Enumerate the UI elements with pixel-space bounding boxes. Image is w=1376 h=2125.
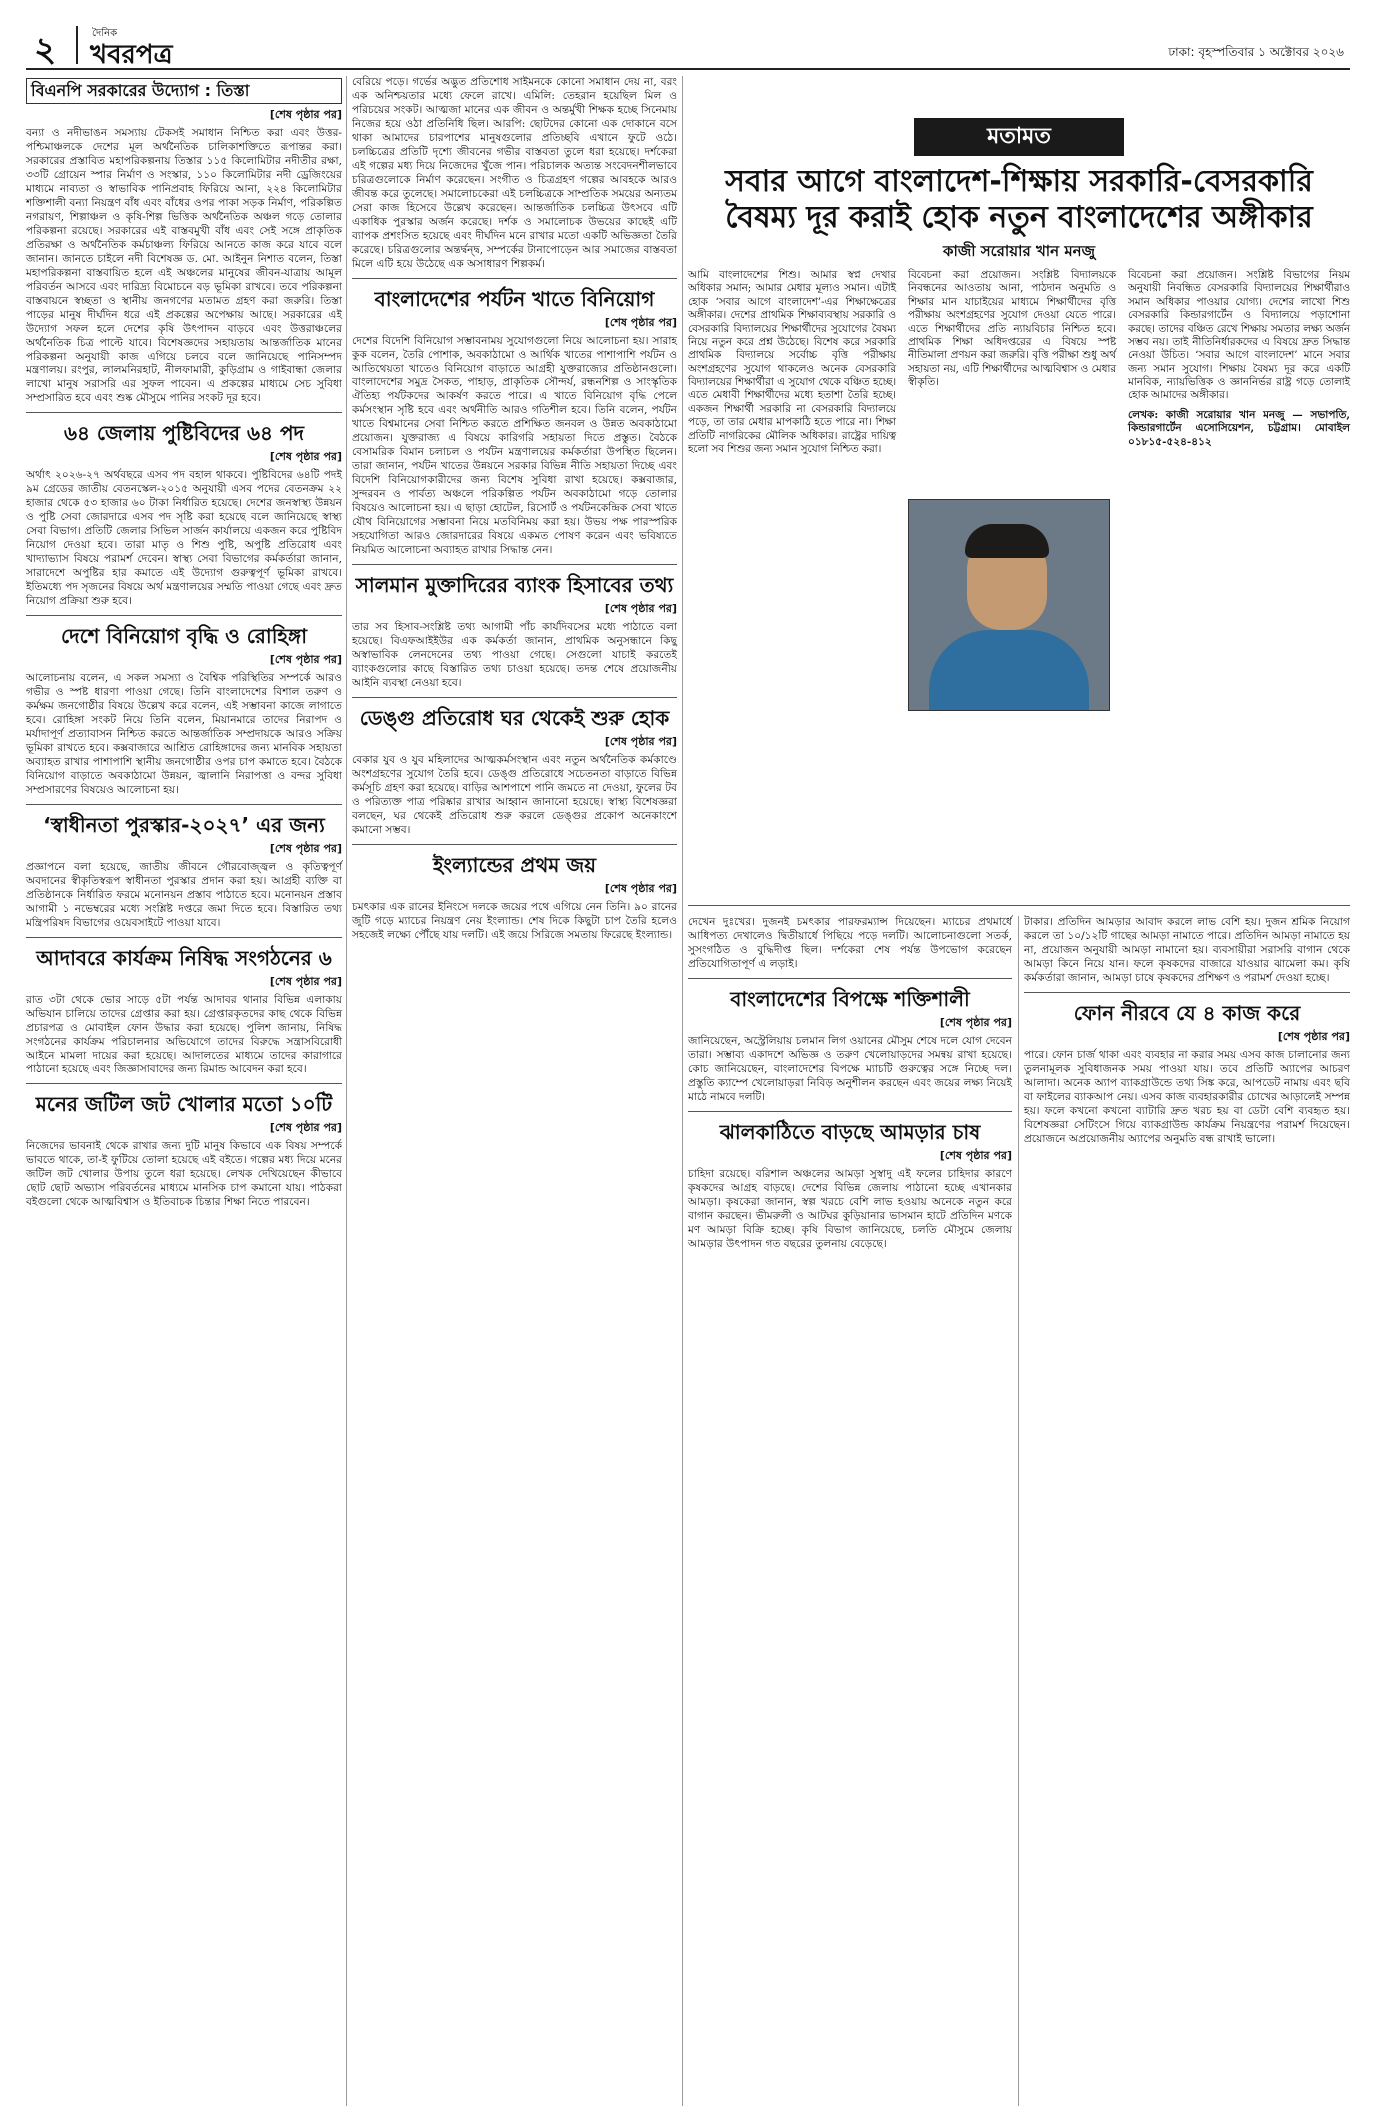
article-headline: সালমান মুক্তাদিরের ব্যাংক হিসাবের তথ্য	[355, 573, 674, 598]
opinion-body	[688, 269, 1350, 1009]
article-body: চমৎকার এক রানের ইনিংসে দলকে জয়ের পথে এগিয়ে নেন তিনি। ৯০ রানের জুটি গড়ে ম্যাচের নিয়ন্ত্রণ নেয় ইংল্যান্ড। শেষ দিকে কিছুটা চাপ তৈরি হলেও সহজেই লক্ষ্যে পৌঁছে যায় দলটি। এই জয়ে সিরিজে সমতায় ফিরেছে ইংল্যান্ড।	[352, 900, 677, 941]
article-investment-rohingya	[26, 624, 342, 805]
opinion-byline: কাজী সরোয়ার খান মনজু	[942, 242, 1096, 260]
opinion-column-3-text: বিবেচনা করা প্রয়োজন। সংশ্লিষ্ট বিভাগের নিয়ম অনুযায়ী নিবন্ধিত বেসরকারি বিদ্যালয়ের শিক্ষার্থীরাও সমান অধিকার পাওয়ার যোগ্য। দেশের লাখো শিশু বেসরকারি কিন্ডারগার্টেন ও বিদ্যালয়ে পড়াশোনা করছে। তাদের বঞ্চিত রেখে শিক্ষায় সমতার লক্ষ্য অর্জন সম্ভব নয়। তাই নীতিনির্ধারকদের এ বিষয়ে দ্রুত সিদ্ধান্ত নেওয়া উচিত। ‘সবার আগে বাংলাদেশ’ মানে সবার জন্য সমান সুযোগ। শিক্ষায় বৈষম্য দূর করে একটি মানবিক, ন্যায়ভিত্তিক ও জ্ঞাননির্ভর রাষ্ট্র গড়ে তোলাই হোক আমাদের অঙ্গীকার।	[1128, 269, 1350, 402]
article-bangladesh-opponent	[688, 987, 1012, 1112]
continued-label: [শেষ পৃষ্ঠার পর]	[1277, 1029, 1350, 1043]
continued-label: [শেষ পৃষ্ঠার পর]	[604, 734, 677, 748]
article-body: তার সব হিসাব-সংশ্লিষ্ট তথ্য আগামী পাঁচ কার্যদিবসের মধ্যে পাঠাতে বলা হয়েছে। বিএফআইইউর এক কর্মকর্তা জানান, প্রাথমিক অনুসন্ধানে কিছু অস্বাভাবিক লেনদেনের তথ্য পাওয়া গেছে। সেগুলো যাচাই করতেই ব্যাংকগুলোর কাছে বিস্তারিত তথ্য চাওয়া হয়েছে। তদন্ত শেষে প্রয়োজনীয় আইনি ব্যবস্থা নেওয়া হবে।	[352, 621, 677, 689]
column-4	[1024, 916, 1350, 1161]
logo-name: খবরপত্র	[90, 40, 173, 70]
article-body: টাকার। প্রতিদিন আমড়ার আবাদ করলে লাভ বেশি হয়। দুজন শ্রমিক নিয়োগ করলে তা ১০/১২টি গাছের আমড়া নামাতে পারে। প্রতিদিন আমড়া নামাতে হয় না, প্রয়োজন অনুযায়ী আমড়া নামানো হয়। ব্যবসায়ীরা সরাসরি বাগান থেকে আমড়া কিনে নিয়ে যান। ফলে কৃষকদের বাজারে যাওয়ার ঝামেলা কম। কৃষি কর্মকর্তারা জানান, আমড়া চাষে কৃষকদের প্রশিক্ষণ ও পরামর্শ দেওয়া হচ্ছে।	[1024, 916, 1350, 984]
article-body: পারে। ফোন চার্জ থাকা এবং ব্যবহার না করার সময় এসব কাজ চালানোর জন্য তুলনামূলক সুবিধাজনক সময় পাওয়া যায়। তবে প্রতিটি অ্যাপের আচরণ আলাদা। অনেক অ্যাপ ব্যাকগ্রাউন্ডে তথ্য সিঙ্ক করে, আপডেট নামায় এবং ছবি বা ফাইলের ব্যাকআপ নেয়। এসব কাজ ব্যবহারকারীর চোখের আড়ালেই সম্পন্ন হয়। ফলে কখনো কখনো ব্যাটারি দ্রুত খরচ হয় বা ডেটা বেশি ব্যবহৃত হয়। বিশেষজ্ঞরা সেটিংসে গিয়ে ব্যাকগ্রাউন্ড কার্যক্রম নিয়ন্ত্রণের পরামর্শ দিয়েছেন। প্রয়োজনে অপ্রয়োজনীয় অ্যাপের অনুমতি বন্ধ রাখাই ভালো।	[1024, 1048, 1350, 1145]
opinion-column-2	[908, 269, 1116, 389]
article-headline: দেশে বিনিয়োগ বৃদ্ধি ও রোহিঙ্গা	[60, 624, 308, 649]
article-headline: মনের জটিল জট খোলার মতো ১০টি	[35, 1092, 333, 1117]
article-headline: ঝালকাঠিতে বাড়ছে আমড়ার চাষ	[719, 1119, 981, 1144]
continued-label: [শেষ পৃষ্ঠার পর]	[269, 1121, 342, 1135]
article-body: আলোচনায় বলেন, এ সকল সমস্যা ও বৈশ্বিক পরিস্থিতির সম্পর্কে আরও গভীর ও স্পষ্ট ধারণা পাওয়া গেছে। তিনি বাংলাদেশের বিশাল তরুণ ও কর্মক্ষম জনগোষ্ঠীর বিষয়ে উল্লেখ করে বলেন, এই সম্ভাবনা কাজে লাগাতে হবে। রোহিঙ্গা সংকট নিয়ে তিনি বলেন, মিয়ানমারে তাদের নিরাপদ ও মর্যাদাপূর্ণ প্রত্যাবাসন নিশ্চিত করতে আন্তর্জাতিক সম্প্রদায়কে আরও সক্রিয় ভূমিকা রাখতে হবে। কক্সবাজারে আশ্রিত রোহিঙ্গাদের জন্য মানবিক সহায়তা অব্যাহত রাখার পাশাপাশি স্থানীয় জনগোষ্ঠীর ওপর চাপ কমাতে হবে। বৈঠকে বিনিয়োগ বাড়াতে অবকাঠামো উন্নয়ন, জ্বালানি নিরাপত্তা ও বন্দর সুবিধা সম্প্রসারণের বিষয়েও আলোচনা হয়।	[26, 672, 342, 796]
article-body: দেখেন দুঃখের। দুজনই চমৎকার পারফরম্যান্স দিয়েছেন। ম্যাচের প্রথমার্ধে আধিপত্য দেখালেও দ্বিতীয়ার্ধে পিছিয়ে পড়ে দলটি। আলোচনাগুলো সতর্ক, সুসংগঠিত ও বুদ্ধিদীপ্ত ছিল। দর্শকেরা শেষ পর্যন্ত উপভোগ করেছেন প্রতিযোগিতাপূর্ণ এ লড়াই।	[688, 916, 1012, 970]
article-body: প্রজ্ঞাপনে বলা হয়েছে, জাতীয় জীবনে গৌরবোজ্জ্বল ও কৃতিত্বপূর্ণ অবদানের স্বীকৃতিস্বরূপ স্বাধীনতা পুরস্কার প্রদান করা হয়। আগ্রহী ব্যক্তি বা প্রতিষ্ঠানকে নির্ধারিত ফরমে মনোনয়ন প্রস্তাব পাঠাতে হবে। মনোনয়ন প্রস্তাব আগামী ১ নভেম্বরের মধ্যে সংশ্লিষ্ট দপ্তরে জমা দিতে হবে। বিস্তারিত তথ্য মন্ত্রিপরিষদ বিভাগের ওয়েবসাইটে পাওয়া যাবে।	[26, 860, 342, 929]
article-tista	[26, 78, 342, 413]
article-mind-knots	[26, 1092, 342, 1216]
article-phone-tasks	[1024, 1001, 1350, 1153]
author-photo-shirt	[929, 630, 1089, 711]
author-photo	[908, 499, 1110, 711]
continued-label: [শেষ পৃষ্ঠার পর]	[604, 881, 677, 895]
article-headline: বাংলাদেশের বিপক্ষে শক্তিশালী	[730, 986, 970, 1011]
article-amra-cultivation	[688, 1120, 1012, 1258]
opinion-headline-line1: সবার আগে বাংলাদেশ-শিক্ষায় সরকারি-বেসরকারি	[725, 164, 1313, 199]
continued-label: [শেষ পৃষ্ঠার পর]	[269, 653, 342, 667]
logo-daily-label: দৈনিক	[92, 28, 118, 39]
continued-label: [শেষ পৃষ্ঠার পর]	[939, 1015, 1012, 1029]
column-1	[26, 76, 342, 1224]
opinion-column-1: আমি বাংলাদেশের শিশু। আমার স্বপ্ন দেখার অধিকার সমান; আমার মেধার মূল্যও সমান। এটাই হোক ‘সবার আগে বাংলাদেশ’-এর শিক্ষাক্ষেত্রের অঙ্গীকার। দেশের প্রাথমিক শিক্ষাব্যবস্থায় সরকারি ও বেসরকারি বিদ্যালয়ের শিক্ষার্থীদের সুযোগের বৈষম্য নিয়ে নতুন করে প্রশ্ন উঠেছে। বিশেষ করে সরকারি প্রাথমিক বিদ্যালয়ে সর্বোচ্চ বৃত্তি পরীক্ষায় অংশগ্রহণের সুযোগ থাকলেও অনেক বেসরকারি বিদ্যালয়ের শিক্ষার্থীরা এ সুযোগ থেকে বঞ্চিত হচ্ছে। এতে মেধাবী শিক্ষার্থীদের মধ্যে হতাশা তৈরি হচ্ছে। একজন শিক্ষার্থী সরকারি না বেসরকারি বিদ্যালয়ে পড়ে, তা তার মেধার মাপকাঠি হতে পারে না। শিক্ষা প্রতিটি নাগরিকের মৌলিক অধিকার। রাষ্ট্রের দায়িত্ব হলো সব শিশুর জন্য সমান সুযোগ নিশ্চিত করা।	[688, 269, 896, 455]
article-england-win	[352, 853, 677, 949]
article-body: বন্যা ও নদীভাঙন সমস্যায় টেকসই সমাধান নিশ্চিত করা এবং উত্তর-পশ্চিমাঞ্চলকে দেশের মূল অর্থনৈতিক চালিকাশক্তিতে রূপান্তর করা। সরকারের প্রস্তাবিত মহাপরিকল্পনায় তিস্তার ১১৫ কিলোমিটার নদীতীর রক্ষা, ৩৩টি গ্রোয়েন স্পার নির্মাণ ও সংস্কার, ১১০ কিলোমিটার নদী ড্রেজিংয়ের মাধ্যমে নাব্যতা ও স্বাভাবিক পানিপ্রবাহ ফিরিয়ে আনা, ২২৪ কিলোমিটার শক্তিশালী বন্যা নিয়ন্ত্রণ বাঁধ এবং বাঁধের ওপর পাকা সড়ক নির্মাণ, পরিকল্পিত নগরায়ণ, শিল্পাঞ্চল ও কৃষি-শিল্প ভিত্তিক অর্থনৈতিক অঞ্চল গড়ে তোলার পরিকল্পনা রয়েছে। সরকারের এই বাস্তবমুখী বাঁধ এবং সেই সঙ্গে প্রাকৃতিক প্রতিরক্ষা ও অর্থনৈতিক কর্মচাঞ্চল্য ফিরিয়ে আনতে কাজ করে যাবে বলে জানান। জানতে চাইলে নদী বিশেষজ্ঞ ড. মো. আইনুন নিশাত বলেন, তিস্তা মহাপরিকল্পনা বাস্তবায়িত হলে এই অঞ্চলের মানুষের জীবন-যাত্রায় আমূল পরিবর্তন আসবে এবং দারিদ্র্য বিমোচনে বড় ভূমিকা রাখবে। তবে পরিকল্পনা বাস্তবায়নে স্বচ্ছতা ও স্থানীয় জনগণের মতামত গ্রহণ করা জরুরি। তিস্তা পাড়ের মানুষ দীর্ঘদিন ধরে এই প্রকল্পের অপেক্ষায় আছে। সরকারের এই উদ্যোগ সফল হলে দেশের কৃষি উৎপাদন বাড়বে এবং উত্তরাঞ্চলের অর্থনৈতিক চিত্র পাল্টে যাবে। বিশেষজ্ঞদের সহায়তায় আন্তর্জাতিক মানের পরিকল্পনা অনুযায়ী কাজ এগিয়ে চলবে বলে জানিয়েছে পানিসম্পদ মন্ত্রণালয়। রংপুর, লালমনিরহাট, নীলফামারী, কুড়িগ্রাম ও গাইবান্ধা জেলার লাখো মানুষ সরাসরি এর সুফল পাবেন। এ প্রকল্পের মাধ্যমে সেচ সুবিধা সম্প্রসারিত হবে এবং শুষ্ক মৌসুমে পানির সংকট দূর হবে।	[26, 127, 342, 405]
page-header	[26, 22, 1350, 70]
article-headline: ফোন নীরবে যে ৪ কাজ করে	[1073, 1000, 1301, 1025]
continued-label: [শেষ পৃষ্ঠার পর]	[269, 974, 342, 988]
column-divider	[682, 76, 683, 2106]
article-headline: বিএনপি সরকারের উদ্যোগ : তিস্তা	[26, 78, 342, 104]
opinion-headline-line2: বৈষম্য দূর করাই হোক নতুন বাংলাদেশের অঙ্গীকার	[725, 200, 1313, 235]
opinion-column-2-text: বিবেচনা করা প্রয়োজন। সংশ্লিষ্ট বিদ্যালয়কে নিবন্ধনের আওতায় আনা, পাঠদান অনুমতি ও শিক্ষার মান যাচাইয়ের মাধ্যমে শিক্ষার্থীদের বৃত্তি পরীক্ষায় অংশগ্রহণের সুযোগ দেওয়া যেতে পারে। এতে শিক্ষার্থীদের প্রতি ন্যায়বিচার নিশ্চিত হবে। প্রাথমিক শিক্ষা অধিদপ্তরের এ বিষয়ে স্পষ্ট নীতিমালা প্রণয়ন করা জরুরি। বৃত্তি পরীক্ষা শুধু অর্থ সহায়তা নয়, এটি শিক্ষার্থীদের আত্মবিশ্বাস ও মেধার স্বীকৃতি।	[908, 269, 1116, 388]
opinion-tag: মতামত	[914, 118, 1124, 156]
article-independence-award	[26, 813, 342, 938]
article-amra-continued	[1024, 916, 1350, 993]
continued-label: [শেষ পৃষ্ঠার পর]	[269, 841, 342, 855]
article-body: বেরিয়ে পড়ে। গর্ভের অদ্ভুত প্রতিশোধ সাইমনকে কোনো সমাধান দেয় না, বরং এক অনিশ্চয়তার মধ্যে ফেলে রাখে। এমিলি: তেহরান হয়েছিল মিল ও পরিচয়ের সংকট। আত্মজা মানের এক জীবন ও অন্তর্মুখী শিক্ষক হচ্ছে সিনেমায় নিজের হয়ে ওঠা প্রতিনিধি ছিল। আরপি: ছোটদের কোনো এক দোকানে বসে থাকা আমাদের চারপাশের মানুষগুলোর প্রতিচ্ছবি এখানে ফুটে ওঠে। চলচ্চিত্রের প্রতিটি দৃশ্যে জীবনের গভীর বাস্তবতা তুলে ধরা হয়েছে। দর্শকেরা এই গল্পের মধ্য দিয়ে নিজেদের খুঁজে পান। পরিচালক অত্যন্ত সংবেদনশীলভাবে চরিত্রগুলোকে নির্মাণ করেছেন। সংগীত ও চিত্রগ্রহণ গল্পের আবহকে আরও জীবন্ত করে তুলেছে। সমালোচকেরা এই চলচ্চিত্রকে সাম্প্রতিক সময়ের অন্যতম সেরা কাজ হিসেবে উল্লেখ করেছেন। আন্তর্জাতিক চলচ্চিত্র উৎসবে এটি একাধিক পুরস্কার অর্জন করেছে। দর্শক ও সমালোচক উভয়ের কাছেই এটি ব্যাপক প্রশংসিত হয়েছে এবং দীর্ঘদিন মনে রাখার মতো একটি অভিজ্ঞতা তৈরি করেছে। চরিত্রগুলোর অন্তর্দ্বন্দ্ব, সম্পর্কের টানাপোড়েন আর সমাজের বাস্তবতা মিলে এটি হয়ে উঠেছে এক অসাধারণ শিল্পকর্ম।	[352, 76, 677, 270]
continued-label: [শেষ পৃষ্ঠার পর]	[269, 108, 342, 121]
article-tourism-investment	[352, 287, 677, 566]
author-photo-hair	[965, 524, 1049, 558]
author-note: লেখক: কাজী সরোয়ার খান মনজু — সভাপতি, কিন্ডারগার্টেন এসোসিয়েশন, চট্টগ্রাম। মোবাইল ০১৮১৫-৫২৪-৪১২	[1128, 408, 1350, 449]
article-body: বেকার যুব ও যুব মহিলাদের আত্মকর্মসংস্থান এবং নতুন অর্থনৈতিক কর্মকাণ্ডে অংশগ্রহণের সুযোগ তৈরি হবে। ডেঙ্গু প্রতিরোধে সচেতনতা বাড়াতে বিভিন্ন কর্মসূচি গ্রহণ করা হয়েছে। বাড়ির আশপাশে পানি জমতে না দেওয়া, ফুলের টব ও পরিত্যক্ত পাত্র পরিষ্কার রাখার আহ্বান জানানো হয়েছে। স্বাস্থ্য বিশেষজ্ঞরা বলছেন, ঘর থেকেই প্রতিরোধ শুরু করলে ডেঙ্গুর প্রকোপ অনেকাংশে কমানো সম্ভব।	[352, 753, 678, 836]
article-headline: বাংলাদেশের পর্যটন খাতে বিনিয়োগ	[374, 286, 655, 311]
newspaper-logo	[76, 26, 228, 70]
article-headline: ডেঙ্গু প্রতিরোধ ঘর থেকেই শুরু হোক	[359, 705, 670, 730]
article-film-review	[352, 76, 677, 279]
article-match	[688, 916, 1012, 979]
column-3	[688, 916, 1012, 1266]
opinion-section	[688, 118, 1350, 1009]
section-divider	[688, 905, 1350, 906]
dateline: ঢাকা: বৃহস্পতিবার ১ অক্টোবর ২০২৬	[1168, 45, 1344, 59]
article-headline: আদাবরে কার্যক্রম নিষিদ্ধ সংগঠনের ৬	[36, 945, 332, 970]
article-body: জানিয়েছেন, অস্ট্রেলিয়ায় চলমান লিগ ওয়ানের মৌসুম শেষে দলে যোগ দেবেন তারা। সম্ভাব্য একাদশে অভিজ্ঞ ও তরুণ খেলোয়াড়দের সমন্বয় রাখা হয়েছে। কোচ জানিয়েছেন, বাংলাদেশের বিপক্ষে ম্যাচটি গুরুত্বের সঙ্গে নিচ্ছে দল। প্রস্তুতি ক্যাম্পে খেলোয়াড়রা নিবিড় অনুশীলন করছেন এবং জয়ের লক্ষ্য নিয়েই মাঠে নামবে দলটি।	[688, 1034, 1012, 1103]
page-number: ২	[34, 30, 57, 70]
article-body: চাহিদা রয়েছে। বরিশাল অঞ্চলের আমড়া সুস্বাদু এই ফলের চাহিদার কারণে কৃষকদের আগ্রহ বাড়ছে। দেশের বিভিন্ন জেলায় পাঠানো হচ্ছে এখানকার আমড়া। কৃষকেরা জানান, স্বল্প খরচে বেশি লাভ হওয়ায় অনেকে নতুন করে বাগান করছেন। ভীমরুলী ও আটঘর কুড়িয়ানার ভাসমান হাটে প্রতিদিন মণকে মণ আমড়া বিক্রি হচ্ছে। কৃষি বিভাগ জানিয়েছে, চলতি মৌসুমে জেলায় আমড়ার উৎপাদন গত বছরের তুলনায় বেড়েছে।	[688, 1167, 1012, 1250]
continued-label: [শেষ পৃষ্ঠার পর]	[939, 1148, 1012, 1162]
article-adabor-arrest	[26, 946, 342, 1085]
article-bank-account	[352, 573, 677, 698]
article-body: রাত ৩টা থেকে ভোর সাড়ে ৫টা পর্যন্ত আদাবর থানার বিভিন্ন এলাকায় অভিযান চালিয়ে তাদের গ্রেপ্তার করা হয়। গ্রেপ্তারকৃতদের কাছ থেকে বিভিন্ন প্রচারপত্র ও মোবাইল ফোন উদ্ধার করা হয়েছে। পুলিশ জানায়, নিষিদ্ধ সংগঠনের কার্যক্রম পরিচালনার অভিযোগে তাদের বিরুদ্ধে সন্ত্রাসবিরোধী আইনে মামলা দায়ের করা হয়েছে। আদালতের মাধ্যমে তাদের কারাগারে পাঠানো হয়েছে এবং জিজ্ঞাসাবাদের জন্য রিমান্ড আবেদন করা হবে।	[26, 993, 342, 1076]
article-nutritionist	[26, 421, 342, 616]
column-divider	[1018, 916, 1019, 2106]
opinion-column-3	[1128, 269, 1350, 450]
continued-label: [শেষ পৃষ্ঠার পর]	[269, 450, 342, 464]
column-2	[352, 76, 677, 957]
article-headline: ‘স্বাধীনতা পুরস্কার-২০২৭’ এর জন্য	[43, 812, 325, 837]
column-divider	[346, 76, 347, 2106]
continued-label: [শেষ পৃষ্ঠার পর]	[604, 315, 677, 329]
article-headline: ৬৪ জেলায় পুষ্টিবিদের ৬৪ পদ	[63, 421, 305, 446]
article-body: দেশের বিদেশি বিনিয়োগ সম্ভাবনাময় সুযোগগুলো নিয়ে আলোচনা হয়। সারাহ কুক বলেন, তৈরি পোশাক, অবকাঠামো ও আর্থিক খাতের পাশাপাশি পর্যটন ও আতিথেয়তা খাতেও বিনিয়োগ বাড়াতে আগ্রহী যুক্তরাজ্যের প্রতিষ্ঠানগুলো। বাংলাদেশের সমুদ্র সৈকত, পাহাড়, প্রাকৃতিক সৌন্দর্য, রন্ধনশিল্প ও সাংস্কৃতিক ঐতিহ্য পর্যটকদের আকর্ষণ করতে পারে। এ খাতে বিনিয়োগ বৃদ্ধি পেলে কর্মসংস্থান সৃষ্টি হবে এবং অর্থনীতি আরও গতিশীল হবে। তিনি বলেন, পর্যটন খাতে বিশ্বমানের সেবা নিশ্চিত করতে প্রশিক্ষিত জনবল ও উন্নত অবকাঠামো প্রয়োজন। যুক্তরাজ্য এ বিষয়ে কারিগরি সহায়তা দিতে প্রস্তুত। বৈঠকে বেসামরিক বিমান চলাচল ও পর্যটন মন্ত্রণালয়ের কর্মকর্তারা উপস্থিত ছিলেন। তারা জানান, পর্যটন খাতের উন্নয়নে সরকার বিভিন্ন নীতি সহায়তা দিচ্ছে এবং বিদেশি বিনিয়োগকারীদের জন্য বিশেষ সুবিধা রাখা হয়েছে। কক্সবাজার, সুন্দরবন ও পার্বত্য অঞ্চলে পরিকল্পিত পর্যটন অবকাঠামো গড়ে তোলার বিষয়েও আলোচনা হয়। এ ছাড়া হোটেল, রিসোর্ট ও পর্যটনকেন্দ্রিক সেবা খাতে যৌথ বিনিয়োগের সম্ভাবনা নিয়ে মতবিনিময় করা হয়। উভয় পক্ষ পারস্পরিক সহযোগিতা আরও জোরদারের বিষয়ে একমত পোষণ করেন এবং ভবিষ্যতে নিয়মিত আলোচনা অব্যাহত রাখার সিদ্ধান্ত নেন।	[352, 334, 677, 557]
continued-label: [শেষ পৃষ্ঠার পর]	[604, 602, 677, 616]
article-body: অর্থাৎ ২০২৬-২৭ অর্থবছরে এসব পদ বহাল থাকবে। পুষ্টিবিদের ৬৪টি পদই ৯ম গ্রেডের জাতীয় বেতনস্কেল-২০১৫ অনুযায়ী এসব পদের বেতনক্রম ২২ হাজার থেকে ৫৩ হাজার ৬০ টাকা নির্ধারিত হয়েছে। দেশের জনস্বাস্থ্য উন্নয়ন ও পুষ্টি সেবা জোরদারে এসব পদ সৃষ্টি করা হয়েছে বলে জানিয়েছে স্বাস্থ্য সেবা বিভাগ। প্রতিটি জেলার সিভিল সার্জন কার্যালয়ে একজন করে পুষ্টিবিদ নিয়োগ দেওয়া হবে। তারা মাতৃ ও শিশু পুষ্টি, অপুষ্টি প্রতিরোধ এবং খাদ্যাভ্যাস বিষয়ে পরামর্শ দেবেন। স্বাস্থ্য সেবা বিভাগের কর্মকর্তারা জানান, সারাদেশে অপুষ্টির হার কমাতে এই উদ্যোগ গুরুত্বপূর্ণ ভূমিকা রাখবে। ইতিমধ্যে পদ সৃজনের বিষয়ে অর্থ মন্ত্রণালয়ের সম্মতি পাওয়া গেছে এবং দ্রুত নিয়োগ প্রক্রিয়া শুরু হবে।	[26, 469, 342, 608]
article-dengue	[352, 706, 677, 845]
article-headline: ইংল্যান্ডের প্রথম জয়	[432, 852, 597, 877]
article-body: নিজেদের ভাবনাই থেকে রাখার জন্য দুটি মানুষ কিভাবে এক বিষয় সম্পর্কে ভাবতে থাকে, তা-ই ফুটিয়ে তোলা হয়েছে এই বইতে। গল্পের মধ্য দিয়ে মনের জটিল জট খোলার উপায় তুলে ধরা হয়েছে। লেখক দেখিয়েছেন কীভাবে ছোট ছোট অভ্যাস পরিবর্তনের মাধ্যমে মানসিক চাপ কমানো যায়। পাঠকরা বইগুলো থেকে আত্মবিশ্বাস ও ইতিবাচক চিন্তার শিক্ষা নিতে পারবেন।	[26, 1140, 342, 1209]
